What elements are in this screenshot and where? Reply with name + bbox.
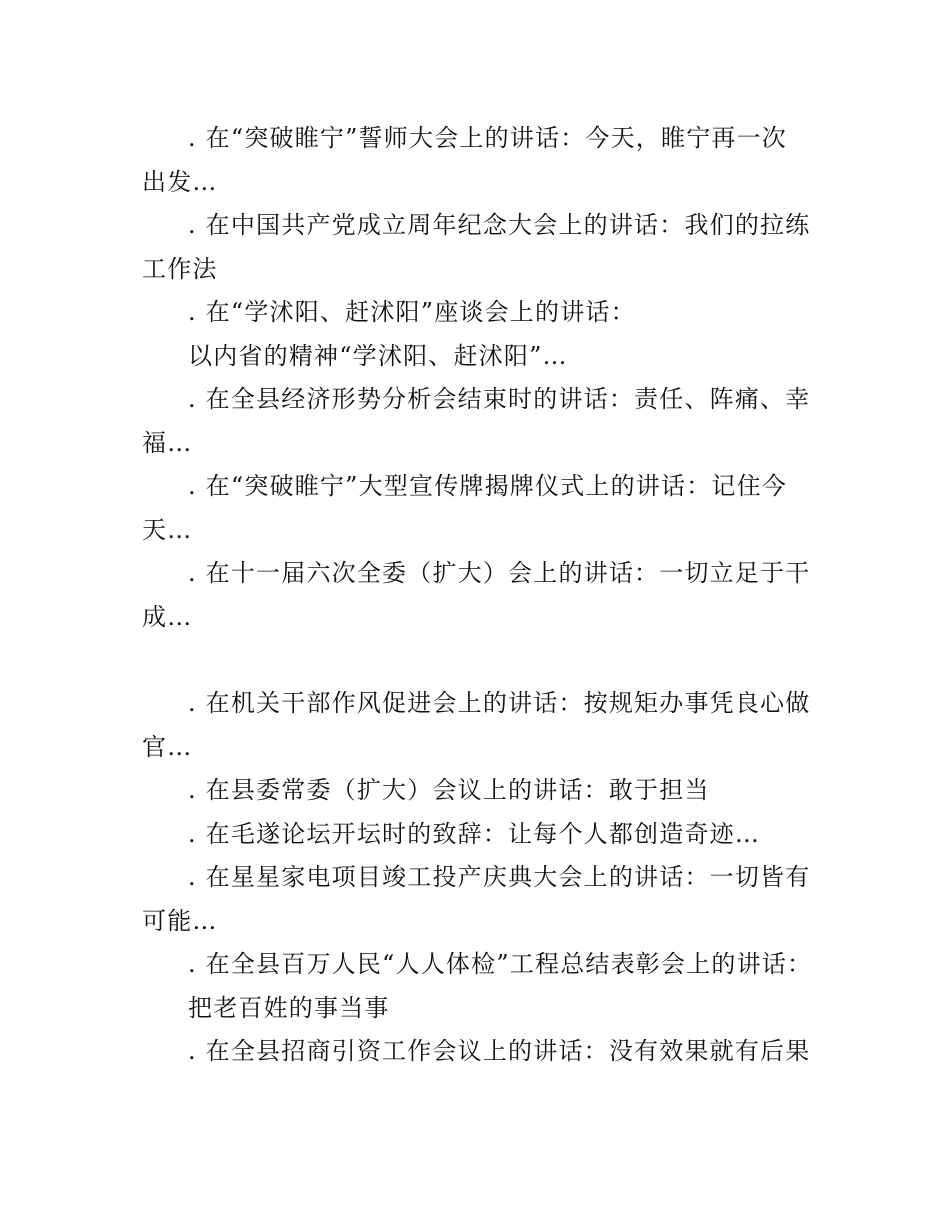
entry-3-line-2: 以内省的精神“学沭阳、赶沭阳”… — [188, 342, 568, 370]
entry-12-line-1: . 在全县招商引资工作会议上的讲话：没有效果就有后果 — [188, 1037, 811, 1065]
entry-11-line-1: . 在全县百万人民“人人体检”工程总结表彰会上的讲话： — [188, 950, 813, 978]
entry-5-line-2: 天… — [142, 516, 193, 544]
entry-2-line-2: 工作法 — [142, 255, 218, 283]
entry-2-line-1: . 在中国共产党成立周年纪念大会上的讲话：我们的拉练 — [188, 211, 811, 239]
entry-8-line-1: . 在县委常委（扩大）会议上的讲话：敢于担当 — [188, 776, 710, 804]
entry-10-line-2: 可能… — [142, 907, 218, 935]
entry-4-line-2: 福… — [142, 429, 193, 457]
entry-6-line-2: 成… — [142, 603, 193, 631]
entry-7-line-1: . 在机关干部作风促进会上的讲话：按规矩办事凭良心做 — [188, 689, 811, 717]
entry-5-line-1: . 在“突破睢宁”大型宣传牌揭牌仪式上的讲话：记住今 — [188, 472, 787, 500]
entry-1-line-2: 出发… — [142, 168, 218, 196]
entry-7-line-2: 官… — [142, 733, 193, 761]
entry-10-line-1: . 在星星家电项目竣工投产庆典大会上的讲话：一切皆有 — [188, 863, 811, 891]
entry-11-line-2: 把老百姓的事当事 — [188, 994, 390, 1022]
entry-6-line-1: . 在十一届六次全委（扩大）会上的讲话：一切立足于干 — [188, 559, 811, 587]
entry-9-line-1: . 在毛遂论坛开坛时的致辞：让每个人都创造奇迹… — [188, 820, 761, 848]
entry-1-line-1: . 在“突破睢宁”誓师大会上的讲话：今天，睢宁再一次 — [188, 124, 787, 152]
entry-3-line-1: . 在“学沭阳、赶沭阳”座谈会上的讲话： — [188, 298, 636, 326]
entry-4-line-1: . 在全县经济形势分析会结束时的讲话：责任、阵痛、幸 — [188, 385, 811, 413]
